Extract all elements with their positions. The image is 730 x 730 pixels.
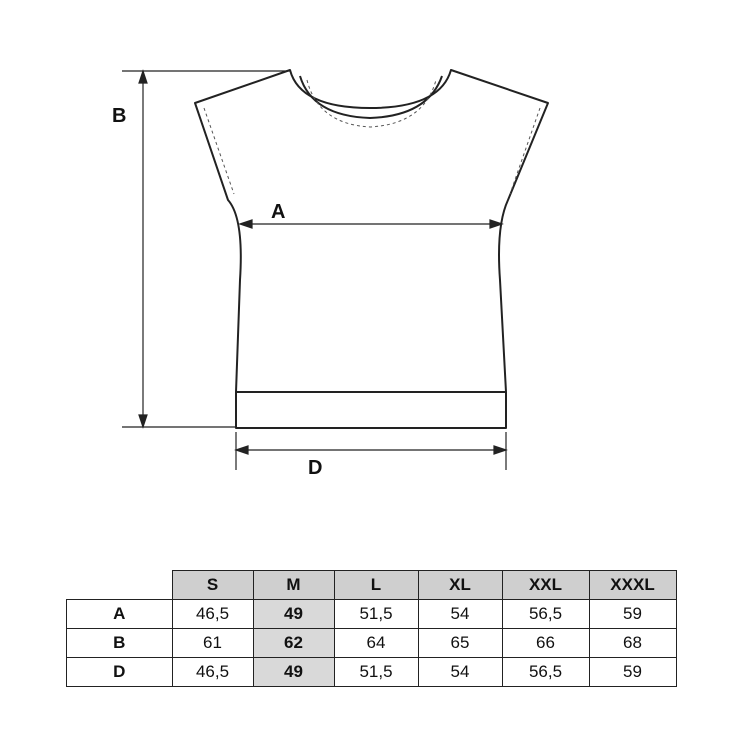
header-blank-cell [67, 571, 173, 600]
table-cell: 66 [502, 629, 589, 658]
dimension-a-label: A [271, 201, 286, 223]
dimension-b-label: B [112, 105, 127, 127]
table-row [67, 600, 677, 629]
header-size-s: S [172, 571, 253, 600]
table-cell: 46,5 [172, 658, 253, 687]
header-size-xxl: XXL [502, 571, 589, 600]
dimension-d [236, 432, 506, 470]
size-table [66, 570, 677, 687]
header-size-m: M [253, 571, 334, 600]
row-label-d: D [67, 658, 173, 687]
stitching-lines [204, 80, 540, 194]
table-cell: 54 [418, 658, 502, 687]
table-row [67, 658, 677, 687]
table-cell-highlight: 49 [253, 600, 334, 629]
table-cell-highlight: 62 [253, 629, 334, 658]
table-cell: 61 [172, 629, 253, 658]
table-row [67, 629, 677, 658]
dimension-b [122, 71, 290, 427]
header-size-l: L [334, 571, 418, 600]
table-cell: 51,5 [334, 600, 418, 629]
table-cell: 46,5 [172, 600, 253, 629]
row-label-a: A [67, 600, 173, 629]
header-size-xxxl: XXXL [589, 571, 676, 600]
tshirt-outline [195, 70, 548, 428]
table-cell: 59 [589, 658, 676, 687]
table-cell: 54 [418, 600, 502, 629]
table-cell-highlight: 49 [253, 658, 334, 687]
row-label-b: B [67, 629, 173, 658]
table-cell: 65 [418, 629, 502, 658]
table-cell: 56,5 [502, 658, 589, 687]
table-cell: 68 [589, 629, 676, 658]
dimension-d-label: D [308, 457, 323, 479]
table-cell: 51,5 [334, 658, 418, 687]
table-cell: 56,5 [502, 600, 589, 629]
header-size-xl: XL [418, 571, 502, 600]
table-cell: 59 [589, 600, 676, 629]
table-cell: 64 [334, 629, 418, 658]
size-header-row [67, 571, 677, 600]
